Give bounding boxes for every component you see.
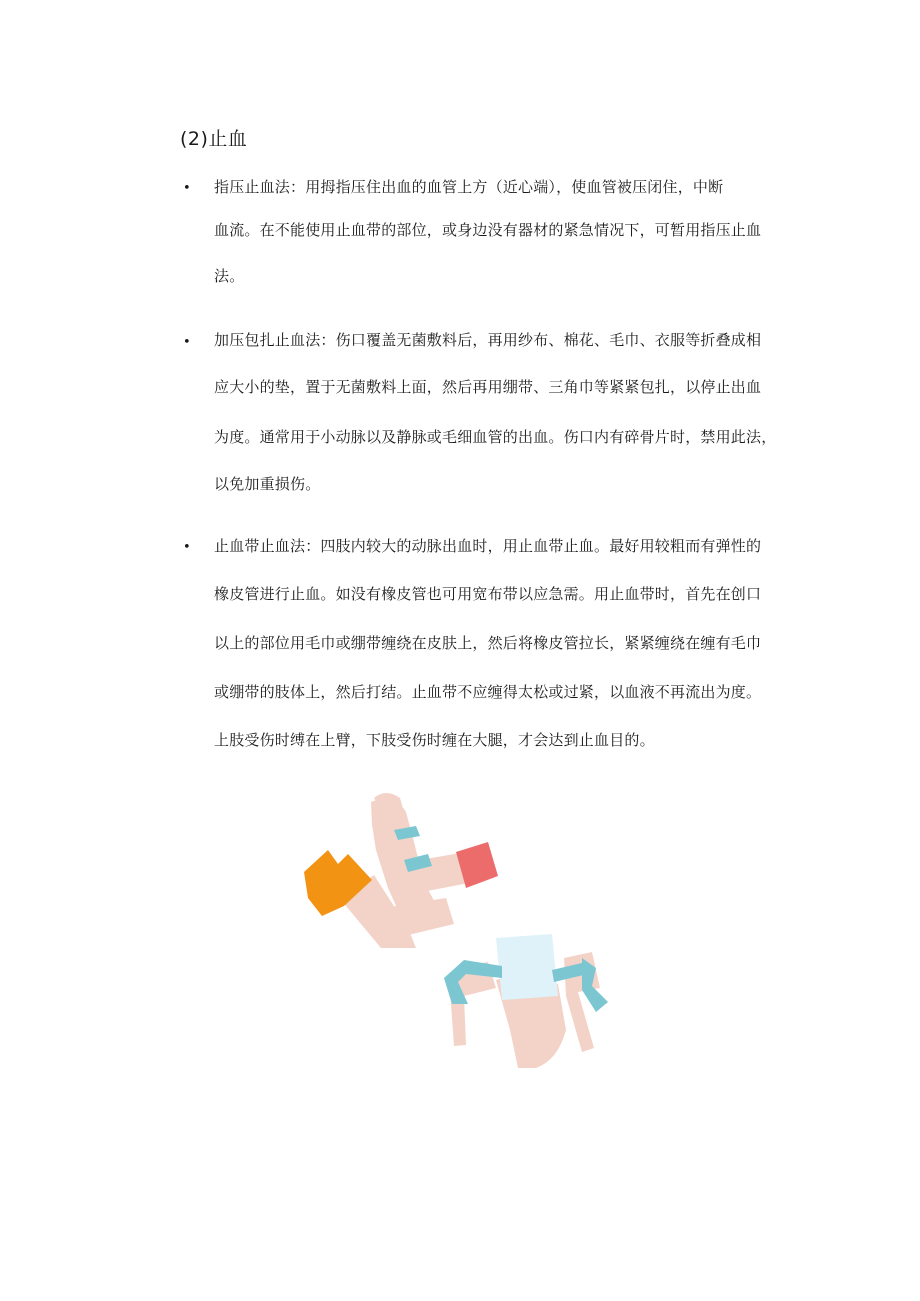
pressure-bandage-figure [444, 934, 608, 1068]
method-1-line-3: 法。 [214, 267, 245, 285]
sterile-pad [496, 934, 558, 1000]
first-aid-illustration [296, 790, 616, 1070]
method-3-line-1: 止血带止血法：四肢内较大的动脉出血时，用止血带止血。最好用较粗而有弹性的 [214, 537, 762, 555]
method-3-line-5: 上肢受伤时缚在上臂，下肢受伤时缠在大腿，才会达到止血目的。 [214, 731, 655, 749]
method-2-line-2: 应大小的垫，置于无菌敷料上面，然后再用绷带、三角巾等紧紧包扎，以停止出血 [214, 378, 762, 396]
bullet-3: • [183, 540, 191, 555]
tourniquet-arm-figure [304, 793, 498, 948]
bullet-2: • [183, 335, 191, 350]
method-2-line-4: 以免加重损伤。 [214, 475, 321, 493]
method-3-line-4: 或绷带的肢体上，然后打结。止血带不应缠得太松或过紧，以血液不再流出为度。 [214, 683, 762, 701]
method-3-line-2: 橡皮管进行止血。如没有橡皮管也可用宽布带以应急需。用止血带时，首先在创口 [214, 585, 762, 603]
helper-arm [384, 898, 454, 938]
method-1-line-2: 血流。在不能使用止血带的部位，或身边没有器材的紧急情况下，可暂用指压止血 [214, 221, 762, 239]
bullet-1: • [183, 181, 191, 196]
method-2-line-1: 加压包扎止血法：伤口覆盖无菌敷料后，再用纱布、棉花、毛巾、衣服等折叠成相 [214, 331, 762, 349]
method-1-line-1: 指压止血法：用拇指压住出血的血管上方（近心端），使血管被压闭住，中断 [214, 178, 724, 196]
section-heading: (2)止血 [180, 128, 248, 150]
method-2-line-3: 为度。通常用于小动脉以及静脉或毛细血管的出血。伤口内有碎骨片时，禁用此法， [214, 428, 777, 446]
method-3-line-3: 以上的部位用毛巾或绷带缠绕在皮肤上，然后将橡皮管拉长，紧紧缠绕在缠有毛巾 [214, 634, 762, 652]
